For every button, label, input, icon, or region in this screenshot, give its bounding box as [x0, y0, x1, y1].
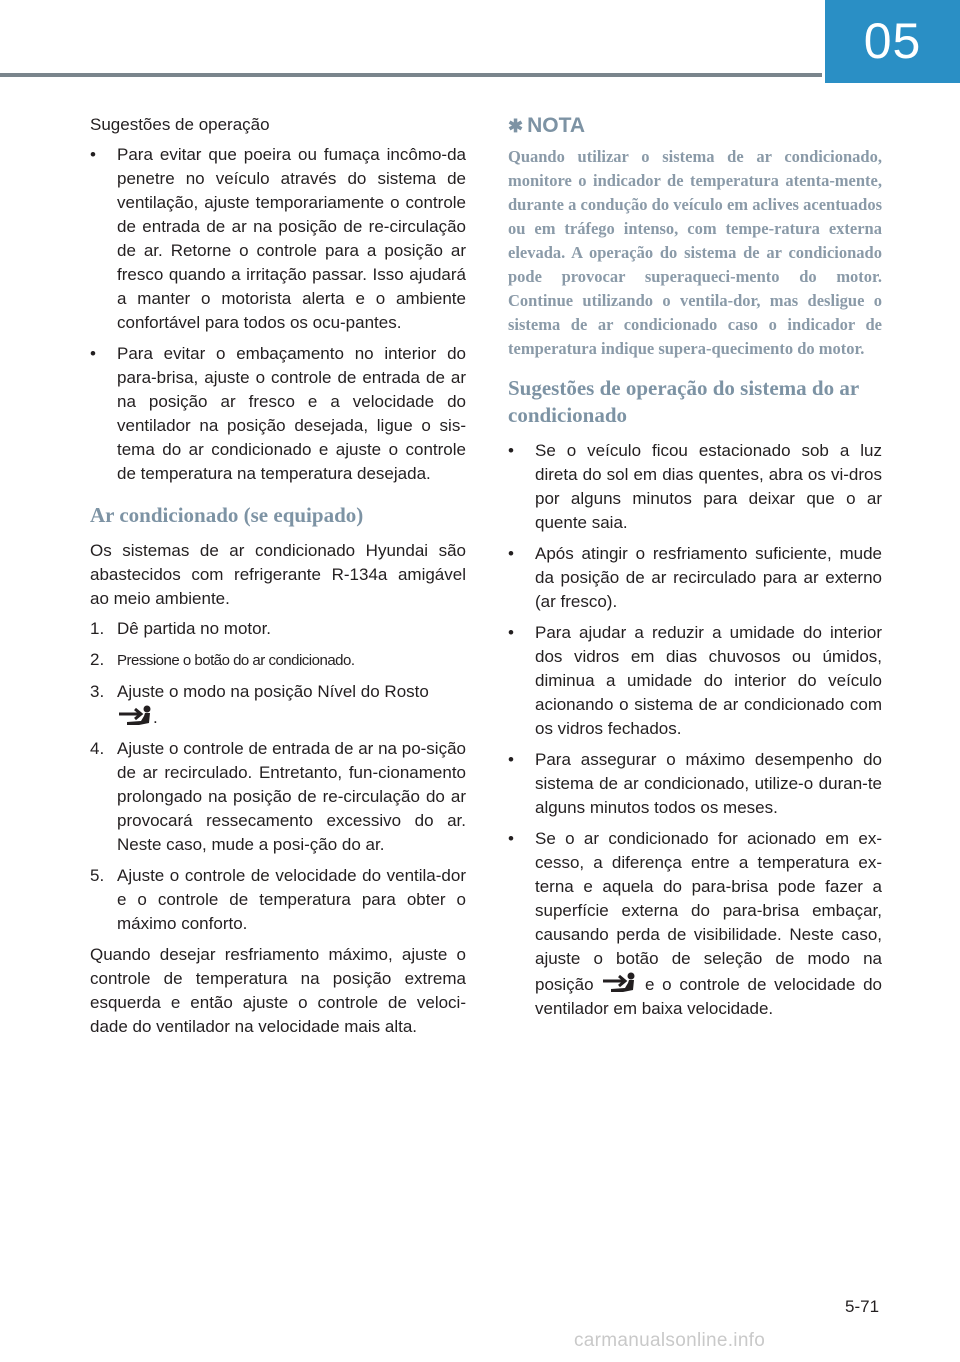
step-item [90, 648, 466, 673]
intro-title: Sugestões de operação [90, 115, 270, 134]
list-item [90, 342, 466, 486]
step-suffix: . [153, 708, 158, 727]
note-title-text: NOTA [527, 114, 586, 137]
bullet-mark: • [90, 145, 96, 164]
step-text: Ajuste o controle de entrada de ar na po-sição de ar recirculado. Entretanto, fun-cionamento prolongado na posição de re-circulação do ar provocará ressecamento excessivo do ar. Neste caso, mude a posi-ção do ar. [117, 739, 466, 854]
max-cooling-text: Quando desejar resfriamento máximo, ajuste o controle de temperatura na posição extrema esquerda e então ajuste o controle de veloci-dade do ventilador na velocidade mais alta. [90, 945, 466, 1036]
bullet-text: Após atingir o resfriamento suficiente, mude da posição de ar recirculado para ar externo (ar fresco). [535, 544, 882, 611]
step-item [90, 680, 466, 730]
step-number: 4. [90, 739, 105, 758]
left-column [90, 113, 466, 1045]
bullet-text: Para assegurar o máximo desempenho do sistema de ar condicionado, utilize-o duran-te alguns minutos todos os meses. [535, 750, 882, 817]
step-item [90, 737, 466, 857]
bullet-mark: • [90, 344, 96, 363]
step-number: 3. [90, 682, 105, 701]
bullet-text-continued: e o controle de velocidade do ventilador em baixa velocidade. [535, 975, 882, 1018]
tips-heading: Sugestões de operação do sistema do ar condicionado [508, 376, 859, 427]
bullet-mark: • [508, 829, 514, 848]
ac-intro: Os sistemas de ar condicionado Hyundai são abastecidos com refrigerante R-134a amigável ao meio ambiente. [90, 541, 466, 608]
step-text: Dê partida no motor. [117, 619, 272, 638]
bullet-text: Se o veículo ficou estacionado sob a luz direta do sol em dias quentes, abra os vi-dros por alguns minutos para deixar que o ar quente saia. [535, 441, 882, 532]
step-text: Ajuste o modo na posição Nível do Rosto [117, 682, 429, 701]
step-item [90, 864, 466, 936]
list-item [508, 748, 882, 820]
bullet-mark: • [508, 623, 514, 642]
header-rule [0, 73, 822, 77]
note-body: Quando utilizar o sistema de ar condicionado, monitore o indicador de temperatura atenta-mente, durante a condução do veículo em aclives acentuados ou em tráfego intenso, com tempe-ratura externa elevada. A operação do sistema de ar condicionado pode provocar superaqueci-mento do motor. Continue utilizando o ventila-dor, mas desligue o sistema de ar condicionado caso o indicador de temperatura indique supera-quecimento do motor. [508, 147, 882, 358]
chapter-tab: 05 [825, 0, 960, 83]
bullet-text: Se o ar condicionado for acionado em ex-cesso, a diferença entre a temperatura ex-terna e aquela do para-brisa pode fazer a superfície externa do para-brisa embaçar, causando perda de visibilidade. Neste caso, ajuste o botão de seleção de modo na posição [535, 829, 882, 994]
watermark: carmanualsonline.info [574, 1330, 766, 1351]
step-item [90, 617, 466, 641]
list-item [508, 439, 882, 535]
bullet-mark: • [508, 750, 514, 769]
list-item [508, 542, 882, 614]
page-number: 5-71 [845, 1297, 880, 1316]
asterisk-icon: ✱ [508, 116, 524, 136]
list-item [508, 827, 882, 1021]
note-title [508, 113, 882, 139]
face-level-mode-icon [117, 704, 153, 728]
list-item [508, 621, 882, 741]
ac-heading: Ar condicionado (se equipado) [90, 503, 364, 527]
right-column [508, 113, 882, 1028]
bullet-mark: • [508, 441, 514, 460]
bullet-text: Para evitar o embaçamento no interior do para-brisa, ajuste o controle de entrada de ar na posição ar fresco e a velocidade do ventilador na posição desejada, ligue o sis-tema do ar condicionado e ajuste o controle de temperatura na temperatura desejada. [117, 344, 466, 483]
step-number: 2. [90, 650, 105, 669]
face-level-mode-icon [601, 971, 637, 995]
bullet-mark: • [508, 544, 514, 563]
bullet-text: Para ajudar a reduzir a umidade do interior dos vidros em dias chuvosos ou úmidos, diminua a umidade do interior do veículo acionando o sistema de ar condicionado com os vidros fechados. [535, 623, 882, 738]
bullet-text: Para evitar que poeira ou fumaça incômo-da penetre no veículo através do sistema de ventilação, ajuste temporariamente o controle de entrada de ar na posição de re-circulação de ar. Retorne o controle para a posição ar fresco quando a irritação passar. Isso ajudará a manter o motorista alerta e o ambiente confortável para todos os ocu-pantes. [117, 145, 466, 332]
step-text: Ajuste o controle de velocidade do ventila-dor e o controle de temperatura para obter o máximo conforto. [117, 866, 466, 933]
step-number: 5. [90, 866, 105, 885]
list-item [90, 143, 466, 335]
step-number: 1. [90, 619, 105, 638]
step-text: Pressione o botão do ar condicionado. [117, 652, 355, 669]
